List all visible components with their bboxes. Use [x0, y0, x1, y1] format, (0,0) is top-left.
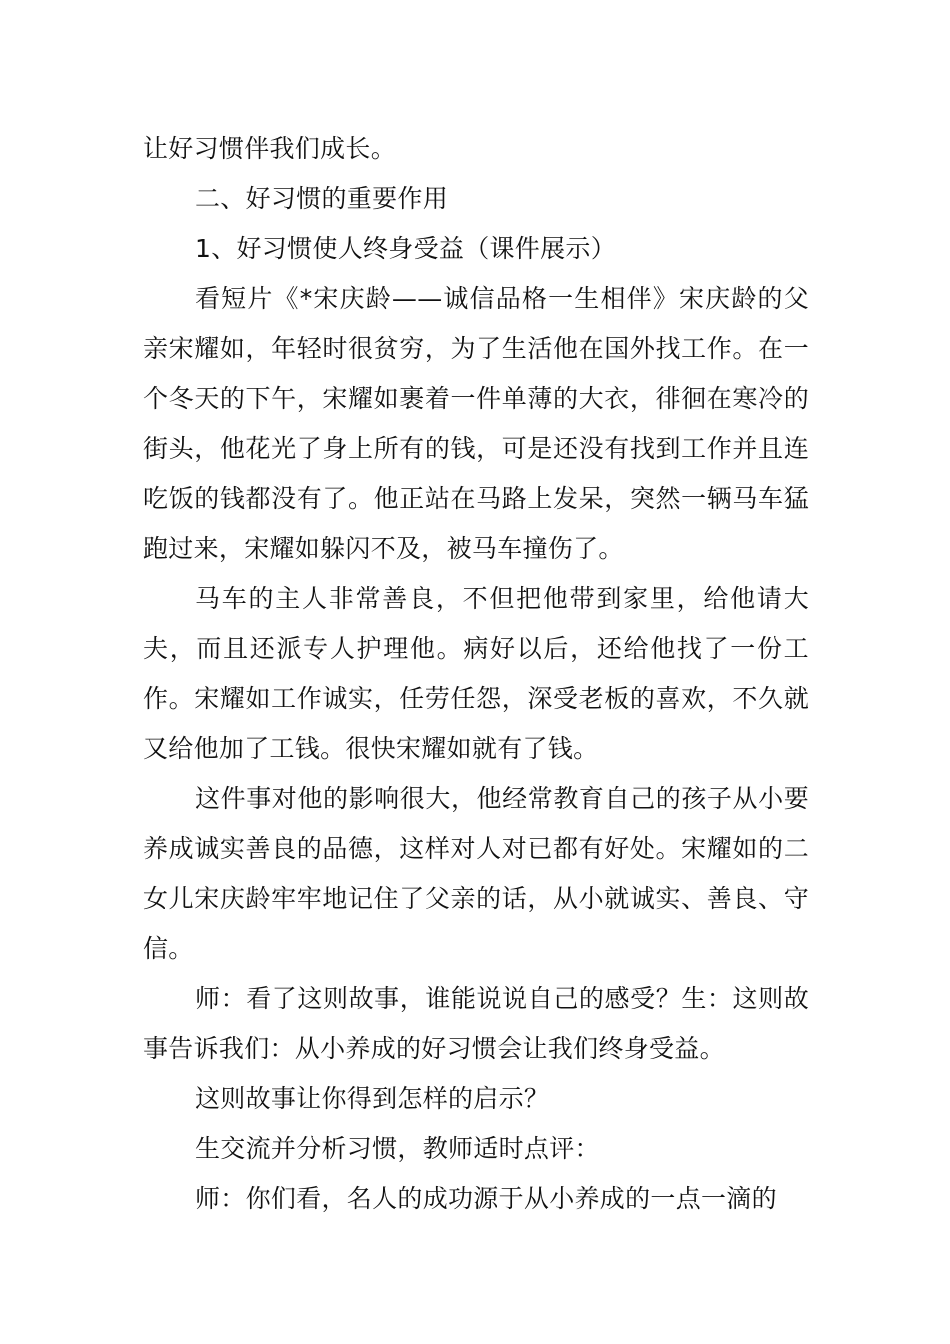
paragraph-question: 这则故事让你得到怎样的启示？	[195, 1084, 550, 1113]
paragraph-story-intro: 看短片《*宋庆龄——诚信品格一生相伴》宋庆龄的父亲宋耀如，年轻时很贫穷，为了生活他在国外找工作。在一个冬天的下午，宋耀如裹着一件单薄的大衣，徘徊在寒冷的街头，他花光了身上所有的钱，可是还没有找到工作并且连吃饭的钱都没有了。他正站在马路上发呆，突然一辆马车猛跑过来，宋耀如躲闪不及，被马车撞伤了。	[143, 284, 809, 563]
paragraph-teacher-remark: 师：你们看，名人的成功源于从小养成的一点一滴的	[195, 1184, 777, 1213]
paragraph-continuation: 让好习惯伴我们成长。	[143, 134, 397, 163]
paragraph-discussion: 生交流并分析习惯，教师适时点评：	[195, 1134, 600, 1163]
section-heading: 二、好习惯的重要作用	[195, 184, 449, 213]
document-body	[143, 124, 809, 1224]
paragraph-dialogue: 师：看了这则故事，谁能说说自己的感受？生：这则故事告诉我们：从小养成的好习惯会让我们终身受益。	[143, 984, 809, 1063]
paragraph-story-lesson: 这件事对他的影响很大，他经常教育自己的孩子从小要养成诚实善良的品德，这样对人对已都有好处。宋耀如的二女儿宋庆龄牢牢地记住了父亲的话，从小就诚实、善良、守信。	[143, 784, 809, 963]
paragraph-story-kindness: 马车的主人非常善良，不但把他带到家里，给他请大夫，而且还派专人护理他。病好以后，还给他找了一份工作。宋耀如工作诚实，任劳任怨，深受老板的喜欢，不久就又给他加了工钱。很快宋耀如就有了钱。	[143, 584, 809, 763]
subsection-heading: 1、好习惯使人终身受益（课件展示）	[195, 234, 617, 263]
